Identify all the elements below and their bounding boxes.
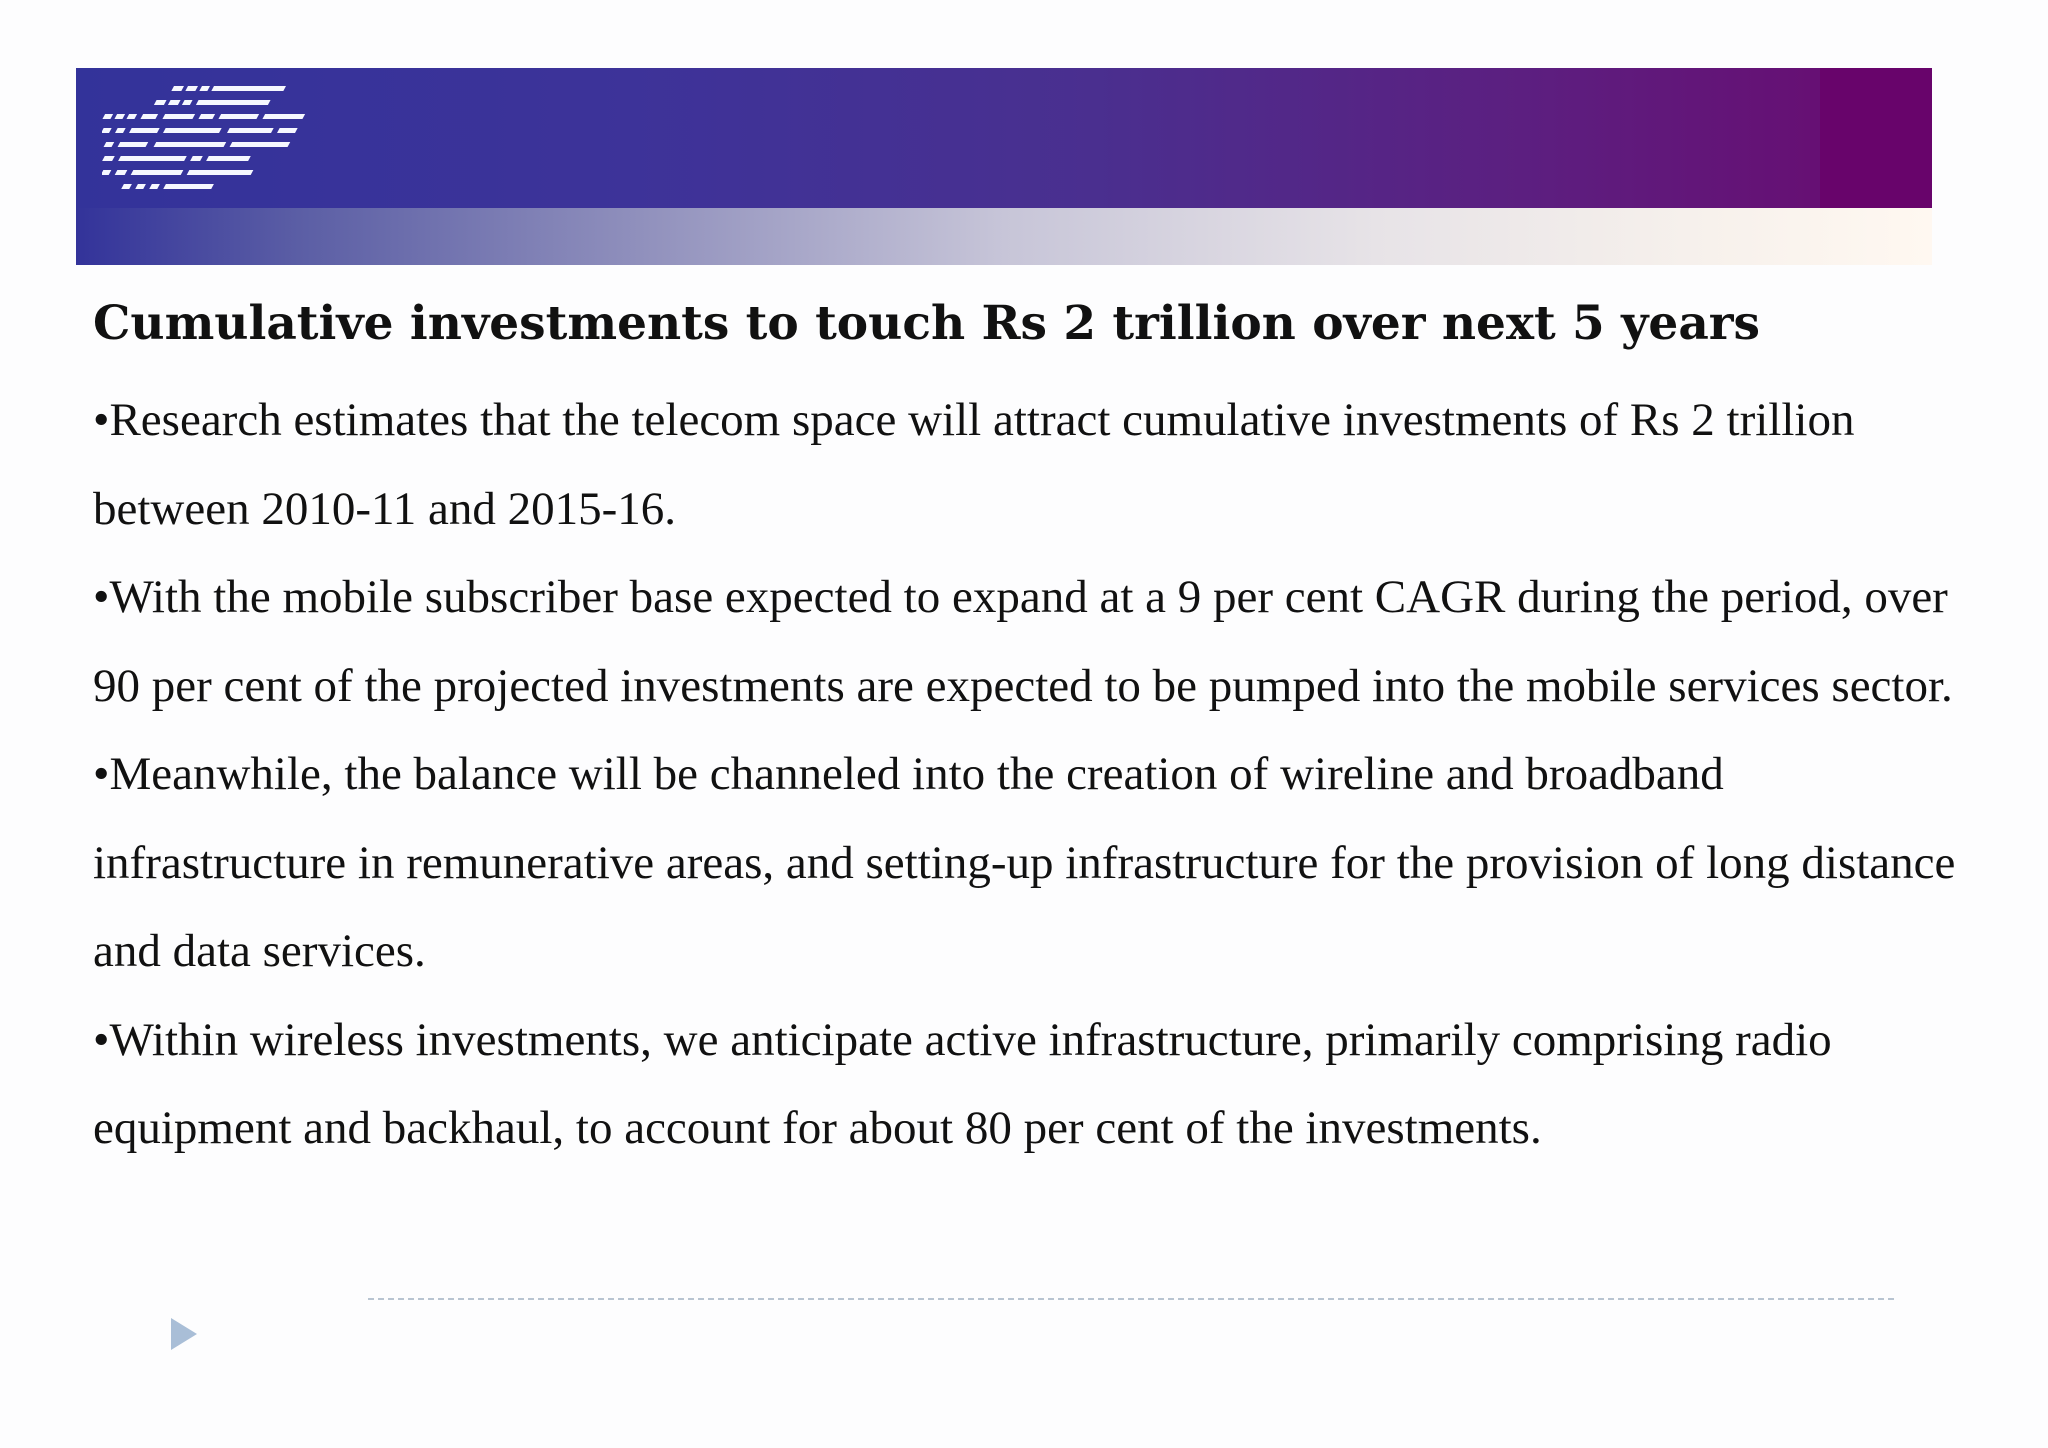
investment-bullets bbox=[93, 376, 1973, 1173]
banner-gradient-bottom bbox=[76, 208, 1932, 265]
footer-dashed-divider bbox=[368, 1298, 1894, 1300]
striped-map-logo-icon bbox=[102, 86, 332, 198]
mobile-subscriber-bullet: •With the mobile subscriber base expected to expand at a 9 per cent CAGR during the period, over 90 per cent of the projected investments are expected to be pumped into the mobile services sector. bbox=[93, 571, 1953, 712]
right-triangle-icon bbox=[171, 1318, 197, 1350]
slide-heading: Cumulative investments to touch Rs 2 trillion over next 5 years bbox=[93, 296, 1761, 351]
wireless-investments-bullet: •Within wireless investments, we anticipate active infrastructure, primarily comprising radio equipment and backhaul, to account for about 80 per cent of the investments. bbox=[93, 1013, 1832, 1154]
research-estimate-bullet: •Research estimates that the telecom space will attract cumulative investments of Rs 2 trillion between 2010-11 and 2015-16. bbox=[93, 394, 1855, 535]
banner-dark-end bbox=[1820, 68, 1932, 208]
wireline-broadband-bullet: •Meanwhile, the balance will be channeled into the creation of wireline and broadband infrastructure in remunerative areas, and setting-up infrastructure for the provision of long distance and data services. bbox=[93, 748, 1956, 977]
banner-gradient-top bbox=[76, 68, 1932, 208]
slide-content bbox=[93, 284, 1973, 1173]
header-banner bbox=[76, 68, 1932, 265]
